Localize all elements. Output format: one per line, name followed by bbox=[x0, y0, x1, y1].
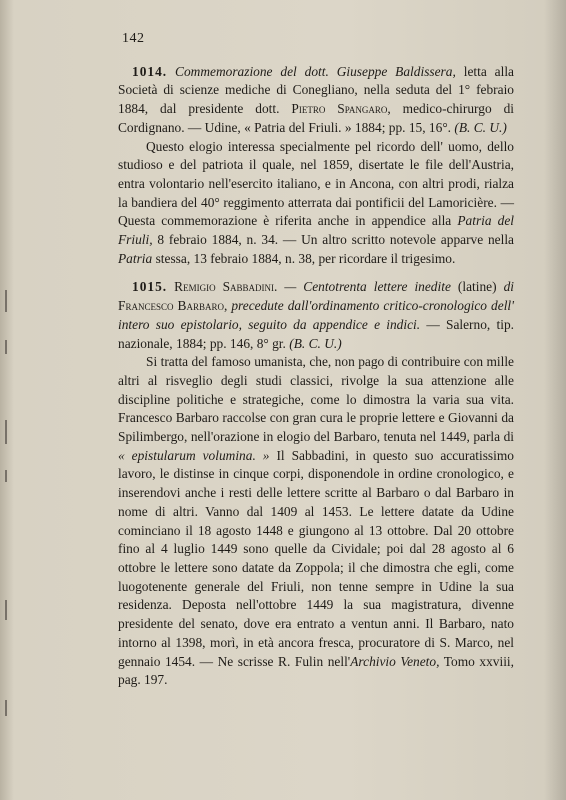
entry-imprint: medico-chirurgo di Cordignano. — Udine, « Patria del Friuli. » 1884; pp. 15, 16°. bbox=[118, 101, 514, 135]
page-edge-shadow bbox=[544, 0, 566, 800]
entry-title: — Centotrenta lettere inedite bbox=[277, 279, 451, 295]
entry-number: 1014. bbox=[132, 63, 168, 79]
entry-number: 1015. bbox=[132, 279, 168, 295]
entry-heading-text: (latine) bbox=[450, 279, 504, 295]
binding-marks bbox=[0, 0, 18, 800]
entry-body-text: stessa, 13 febraio 1884, n. 38, per ricordare il trigesimo. bbox=[152, 250, 456, 266]
entry-body bbox=[118, 138, 514, 269]
entry-body-text: Il Sabbadini, in questo suo accuratissimo lavoro, le distinse in cinque corpi, disponendole in ordine cronologico, e inserendovi anche i resti delle lettere scritte al Barbaro o dal Barbaro in nome di altri. Vanno dal 1409 al 1453. Le lettere datate da Udine cominciano il 18 agosto 1448 e giungono al 13 ottobre. Dal 20 ottobre fino al 4 luglio 1449 sono quelle da Cividale; poi dal 28 agosto al 6 ottobre le lettere sono datate da Zoppola; il che dimostra che egli, come luogotenente generale del Friuli, non tenne sempre in Udine la sua residenza. Deposta nell'ottobre 1449 la sua magistratura, divenne presidente del senato, dove era entrato a ventun anni. Il Barbaro, nato intorno al 1398, morì, in età ancora fresca, procuratore di S. Marco, nel gennaio 1454. — Ne scrisse R. Fulin nell' bbox=[118, 447, 514, 669]
entry-heading bbox=[118, 278, 514, 353]
journal-title: Archivio Veneto, bbox=[350, 653, 440, 669]
library-siglum: (B. C. U.) bbox=[289, 335, 342, 351]
entry-title: di bbox=[503, 279, 514, 295]
entry-heading-text: letta alla Società di scienze mediche di Conegliano, nella seduta del 1° febraio 1884, dal presidente dott. bbox=[118, 63, 514, 117]
entry-imprint: — Salerno, tip. nazionale, 1884; pp. 146, 8° gr. bbox=[118, 316, 514, 351]
page-number: 142 bbox=[122, 31, 145, 46]
entry-1014 bbox=[118, 63, 514, 269]
entry-1015 bbox=[118, 278, 514, 689]
entry-body-text: Questo elogio interessa specialmente pel ricordo dell' uomo, dello studioso e del patriota il quale, nel 1859, disertate le file dell'Austria, entra volontario nell'esercito italiano, e in Ancona, con altri prodi, rialza la bandiera del 40° reggimento atterrata dai pontificii del Lamoricière. — Questa commemorazione è riferita anche in appendice alla bbox=[118, 138, 514, 229]
entry-body-text: Si tratta del famoso umanista, che, non pago di contribuire con mille altri al risveglio degli studi classici, rivolge la sua attenzione alle discipline politiche e strategiche, come lo dimostra la varia sua vita. Francesco Barbaro raccolse con gran cura le proprie lettere e Giovanni da Spilimbergo, nell'orazione in elogio del Barbaro, tenuta nel 1449, parla di bbox=[118, 354, 514, 445]
journal-title: Patria del Friuli, bbox=[118, 213, 515, 248]
entry-author: Pietro Spangaro, bbox=[291, 101, 391, 117]
entry-author: Francesco Barbaro, bbox=[118, 298, 228, 314]
entry-body-text: Tomo xxviii, pag. 197. bbox=[118, 653, 514, 688]
entry-body bbox=[118, 353, 514, 690]
page-content bbox=[118, 30, 514, 700]
entry-author: Remigio Sabbadini. bbox=[174, 279, 278, 295]
library-siglum: (B. C. U.) bbox=[454, 119, 507, 135]
quoted-phrase: « epistularum volumina. » bbox=[118, 447, 270, 463]
entry-title: Commemorazione del dott. Giuseppe Baldissera, bbox=[175, 63, 456, 79]
journal-title: Patria bbox=[118, 250, 153, 266]
entry-body-text: 8 febraio 1884, n. 34. — Un altro scritto notevole apparve nella bbox=[152, 232, 514, 248]
entry-heading bbox=[118, 63, 514, 138]
entry-title: precedute dall'ordinamento critico-cronologico dell' intero suo epistolario, seguito da appendice e indici. bbox=[118, 298, 514, 332]
